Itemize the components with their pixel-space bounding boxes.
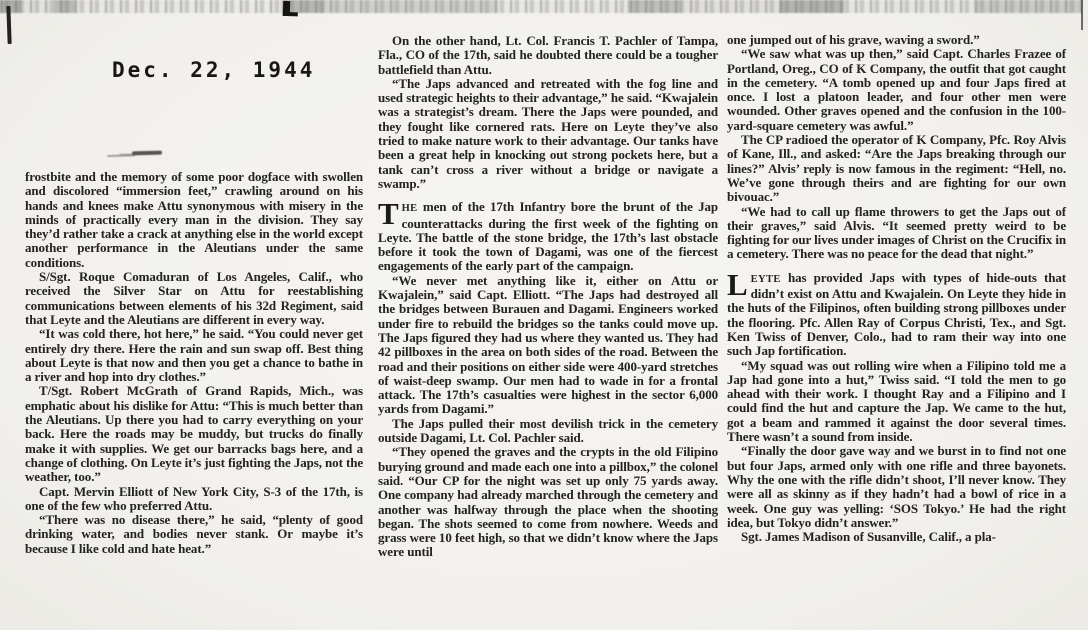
drop-cap: L	[727, 266, 748, 302]
article-column-3	[727, 33, 1066, 544]
date-stamp: Dec. 22, 1944	[112, 58, 316, 82]
scan-noise-top	[0, 0, 1082, 13]
article-paragraph: S/Sgt. Roque Comaduran of Los Angeles, Calif., who received the Silver Star on Attu for reestablishing communications between elements of his 32d Regiment, said that Leyte and the Aleutians are different in every way.	[25, 269, 363, 327]
article-paragraph: “It was cold there, hot here,” he said. “You could never get entirely dry there. Here the rain and sun swap off. Best thing about Leyte is that now and then you get a chance to bathe in a river and hop into dry clothes.”	[25, 326, 363, 385]
article-paragraph: “There was no disease there,” he said, “plenty of good drinking water, and bodies never stank. Or maybe it’s because I like cold and hate heat.”	[25, 512, 363, 556]
pencil-smudge	[132, 151, 162, 156]
article-paragraph: The Japs pulled their most devilish trick in the cemetery outside Dagami, Lt. Col. Pachler said.	[378, 415, 718, 446]
article-paragraph: one jumped out of his grave, waving a sword.”	[727, 32, 980, 47]
article-paragraph: “We saw what was up then,” said Capt. Charles Frazee of Portland, Oreg., CO of K Company, the outfit that got caught in the cemetery. “A tomb opened up and four Japs fired at once. I lost a platoon leader, and four other men were wounded. Other graves opened and the confusion in the 100-yard-square cemetery was awful.”	[727, 46, 1066, 133]
drop-cap-lead: EYTE	[750, 273, 781, 285]
article-paragraph: “We never met anything like it, either on Attu or Kwajalein,” said Capt. Elliott. “The Japs had destroyed all the bridges between Burauen and Dagami. Engineers worked under fire to rebuild the bridges so the tanks could move up. The Japs figured they had us where they wanted us. They had 42 pillboxes in the area on both sides of the road. Between the road and their positions on either side were 400-yard stretches of waist-deep swamp. Our men had to wade in for a frontal attack. The 17th’s casualties were highest in the sector 6,000 yards from Dagami.”	[378, 272, 718, 417]
article-paragraph: “My squad was out rolling wire when a Filipino told me a Jap had gone into a hut,” Twiss said. “I told the men to go ahead with their work. I thought Ray and a Filipino and I could find the hut and capture the Jap. We came to the hut, got a beam and rammed it against the door several times. There wasn’t a sound from inside.	[727, 357, 1066, 445]
article-paragraph: THE men of the 17th Infantry bore the brunt of the Jap counterattacks during the first week of the fighting on Leyte. The battle of the stone bridge, the 17th’s last obstacle before it took the town of Dagami, was one of the fiercest engagements of the early part of the campaign.	[378, 196, 718, 274]
article-paragraph: “They opened the graves and the crypts in the old Filipino burying ground and made each one into a pillbox,” the colonel said. “Our CP for the night was set up only 75 yards away. One company had already marched through the cemetery and another was halfway through the place when the shooting began. The shots seemed to come from nowhere. Weeds and grass were 10 feet high, so that we didn’t know where the Japs were until	[378, 444, 718, 560]
article-paragraph: Capt. Mervin Elliott of New York City, S-3 of the 17th, is one of the few who preferred Attu.	[25, 483, 363, 513]
drop-cap-lead: HE	[401, 203, 418, 215]
article-paragraph: “The Japs advanced and retreated with the fog line and used strategic heights to their advantage,” he said. “Kwajalein was a strategist’s dream. There the Japs were pounded, and they fought like cornered rats. Here on Leyte they’ve also tried to make nature work to their advantage. Our tanks have been a great help in knocking out strong pockets here, but a tank can’t cross a river without a bridge or navigate a swamp.”	[378, 75, 718, 191]
article-paragraph: The CP radioed the operator of K Company, Pfc. Roy Alvis of Kane, Ill., and asked: “Are the Japs breaking through our lines?” Alvis’ reply is now famous in the regiment: “Hell, no. We’ve gone through theirs and are fighting for our own bivouac.”	[727, 132, 1066, 205]
article-paragraph: “We had to call up flame throwers to get the Japs out of their graves,” said Alvis. “It seemed pretty weird to be fighting for our lives under images of Christ on the Crucifix in a cemetery. There was no peace for the dead that night.”	[727, 203, 1066, 262]
article-paragraph: On the other hand, Lt. Col. Francis T. Pachler of Tampa, Fla., CO of the 17th, said he doubted there could be a tougher battlefield than Attu.	[378, 33, 718, 77]
drop-cap: T	[378, 196, 399, 232]
article-paragraph: T/Sgt. Robert McGrath of Grand Rapids, Mich., was emphatic about his dislike for Attu: “This is much better than the Aleutians. Up there you had to carry everything on your back. Here the roads may be muddy, but trucks do finally make it with supplies. We get our barracks bags here, and a change of clothing. On Leyte it’s just fighting the Japs, not the weather, too.”	[25, 383, 363, 485]
article-paragraph: LEYTE has provided Japs with types of hide-outs that didn’t exist on Attu and Kwajalein. On Leyte they hide in the huts of the Filipinos, often building strong pillboxes under the flooring. Pfc. Allen Ray of Corpus Christi, Tex., and Sgt. Ken Twiss of Denver, Colo., had to ram their way into one such Jap fortification.	[727, 266, 1066, 359]
article-column-2	[378, 34, 718, 560]
article-paragraph: frostbite and the memory of some poor dogface with swollen and discolored “immersion feet,” crawling around on his hands and knees make Attu synonymous with misery in the minds of practically every man in the division. They say they’d rather take a crack at anything else in the world except another performance in the Aleutians under the same conditions.	[25, 169, 363, 270]
scan-right-edge-line	[1081, 0, 1083, 30]
article-paragraph: “Finally the door gave way and we burst in to find not one but four Japs, armed only with one rifle and three bayonets. Why the one with the rifle didn’t shoot, I’ll never know. They were all as skinny as if they hadn’t had a bowl of rice in a week. One guy was yelling: ‘SOS Tokyo.’ He had the right idea, but Tokyo didn’t answer.”	[727, 443, 1066, 530]
article-column-1	[25, 170, 363, 556]
article-paragraph: Sgt. James Madison of Susanville, Calif., a pla-	[741, 529, 996, 545]
scan-ink-blob	[283, 1, 291, 16]
